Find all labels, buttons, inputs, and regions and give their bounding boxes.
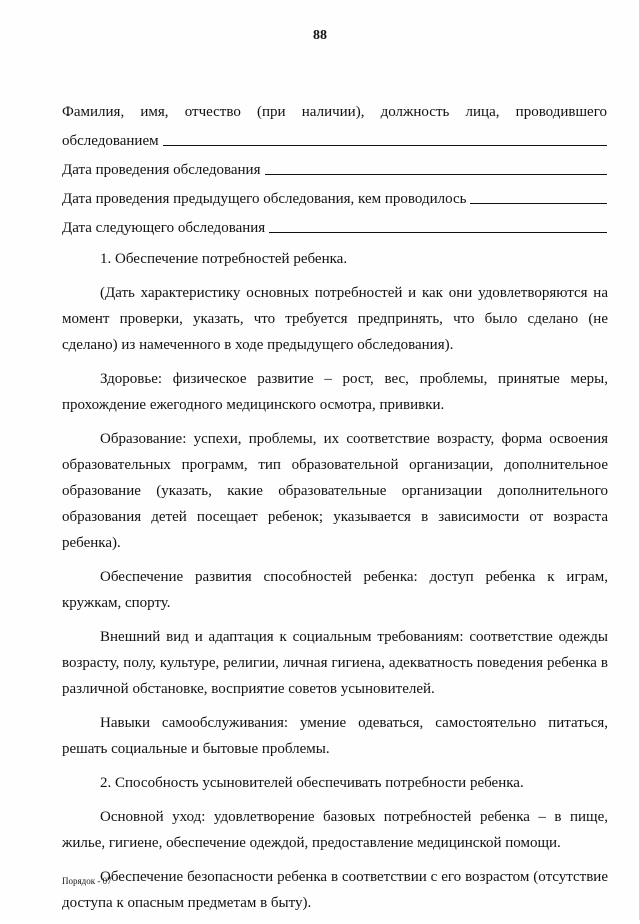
exam-date-label: Дата проведения обследования [62, 162, 261, 178]
fullname-word: (при [257, 104, 286, 120]
fullname-word: имя, [140, 104, 169, 120]
page-number: 88 [313, 28, 327, 43]
fullname-word: лица, [465, 104, 500, 120]
exam-date-blank [265, 174, 608, 175]
paragraph: Обеспечение развития способностей ребенка: доступ ребенка к играм, кружкам, спорту. [62, 569, 608, 611]
paragraph: Обеспечение безопасности ребенка в соответствии с его возрастом (отсутствие доступа к опасным предметам в быту). [62, 869, 608, 911]
paragraph: Здоровье: физическое развитие – рост, вес, проблемы, принятые меры, прохождение ежегодного медицинского осмотра, прививки. [62, 371, 608, 413]
paragraph: Внешний вид и адаптация к социальным требованиям: соответствие одежды возрасту, полу, культуре, религии, личная гигиена, адекватность поведения ребенка в различной обстановке, восприятие советов усыновителей. [62, 629, 608, 697]
examiner-label: обследованием [62, 133, 159, 149]
section-heading-adopter-ability: 2. Способность усыновителей обеспечивать потребности ребенка. [100, 775, 524, 791]
fullname-word: наличии), [301, 104, 365, 120]
footer-label: Порядок - 07 [62, 876, 112, 886]
paragraph: Навыки самообслуживания: умение одеваться, самостоятельно питаться, решать социальные и бытовые проблемы. [62, 715, 608, 757]
examiner-blank [163, 145, 607, 146]
paragraph: Основной уход: удовлетворение базовых потребностей ребенка – в пище, жилье, гигиене, обеспечение одеждой, предоставление медицинской помощи. [62, 809, 608, 851]
fullname-word: проводившего [515, 104, 607, 120]
field-line-next-exam [62, 208, 607, 237]
next-exam-blank [269, 232, 607, 233]
paragraph: (Дать характеристику основных потребностей и как они удовлетворяются на момент проверки, указать, что требуется предпринять, что было сделано (не сделано) из намеченного в ходе предыдущего обследования). [62, 285, 608, 353]
paragraph: Образование: успехи, проблемы, их соответствие возрасту, форма освоения образовательных программ, тип образовательной организации, дополнительное образование (указать, какие образовательные организации дополнительного образования детей посещает ребенок; указывается в зависимости от возраста ребенка). [62, 431, 608, 551]
fullname-word: должность [380, 104, 450, 120]
fullname-word: отчество [184, 104, 241, 120]
field-line-fullname [62, 92, 607, 121]
previous-exam-blank [470, 203, 607, 204]
field-line-exam-date [62, 150, 607, 179]
field-line-previous-exam [62, 179, 607, 208]
previous-exam-label: Дата проведения предыдущего обследования, кем проводилось [62, 191, 467, 207]
body-text [62, 246, 608, 924]
field-line-examiner [62, 121, 607, 150]
section-heading-child-needs: 1. Обеспечение потребностей ребенка. [100, 251, 348, 267]
form-fields [62, 92, 607, 237]
fullname-word: Фамилия, [62, 104, 125, 120]
next-exam-label: Дата следующего обследования [62, 220, 266, 236]
